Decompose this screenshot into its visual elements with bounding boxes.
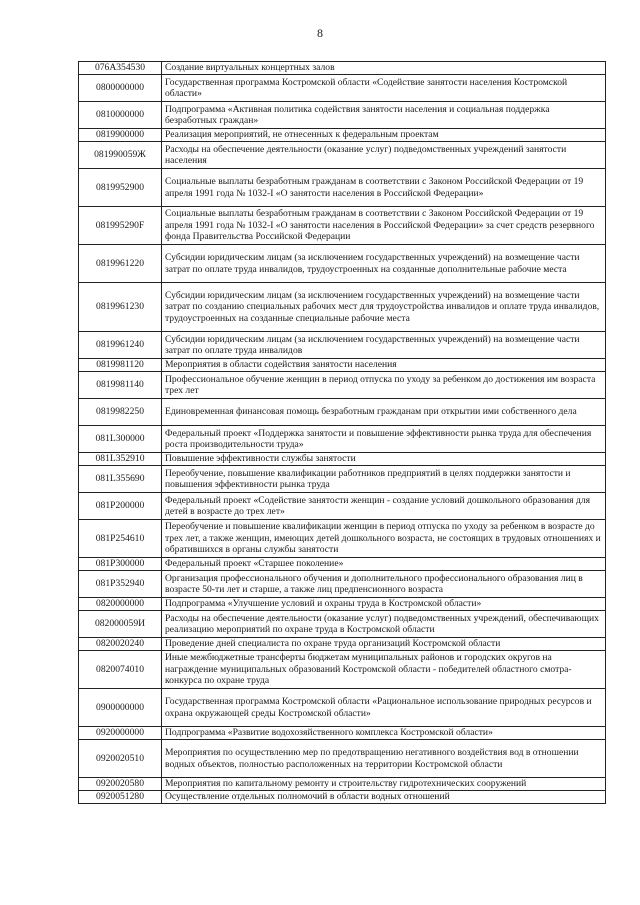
description-cell: Переобучение и повышение квалификации женщин в период отпуска по уходу за ребенком в возрасте до трех лет, а также женщин, имеющих детей дошкольного возраста, не состоящих в трудовых отношениях и обратившихся в органы службы занятости [162, 520, 606, 558]
table-row [79, 399, 606, 426]
description-cell: Реализация мероприятий, не отнесенных к федеральным проектам [162, 129, 606, 142]
table-row [79, 75, 606, 102]
table-row [79, 245, 606, 283]
description-cell: Повышение эффективности службы занятости [162, 453, 606, 466]
code-cell: 0920000000 [79, 727, 162, 740]
table-row [79, 102, 606, 129]
description-cell: Субсидии юридическим лицам (за исключением государственных учреждений) на возмещение части затрат по оплате труда инвалидов, трудоустроенных на созданные дополнительные рабочие места [162, 245, 606, 283]
description-cell: Социальные выплаты безработным гражданам в соответствии с Законом Российской Федерации от 19 апреля 1991 года № 1032-I «О занятости населения в Российской Федерации» за счет средств резервного фонда Правительства Российской Федерации [162, 207, 606, 245]
table-row [79, 638, 606, 651]
table-row [79, 283, 606, 332]
code-cell: 0920051280 [79, 791, 162, 804]
code-cell: 0820074010 [79, 651, 162, 689]
table-row [79, 558, 606, 571]
table-row [79, 791, 606, 804]
table-row [79, 740, 606, 778]
code-cell: 0810000000 [79, 102, 162, 129]
code-cell: 081P254610 [79, 520, 162, 558]
description-cell: Осуществление отдельных полномочий в области водных отношений [162, 791, 606, 804]
description-cell: Государственная программа Костромской области «Рациональное использование природных ресурсов и охрана окружающей среды Костромской области» [162, 689, 606, 727]
description-cell: Государственная программа Костромской области «Содействие занятости населения Костромской области» [162, 75, 606, 102]
code-cell: 081L355690 [79, 466, 162, 493]
code-cell: 0819961240 [79, 332, 162, 359]
description-cell: Иные межбюджетные трансферты бюджетам муниципальных районов и городских округов на награждение муниципальных образований Костромской области - победителей областного смотра-конкурса по охране труда [162, 651, 606, 689]
table-row [79, 129, 606, 142]
table-row [79, 689, 606, 727]
table-row [79, 207, 606, 245]
description-cell: Социальные выплаты безработным гражданам в соответствии с Законом Российской Федерации от 19 апреля 1991 года № 1032-I «О занятости населения в Российской Федерации» [162, 169, 606, 207]
table-row [79, 778, 606, 791]
description-cell: Проведение дней специалиста по охране труда организаций Костромской области [162, 638, 606, 651]
code-cell: 0819961230 [79, 283, 162, 332]
table-row [79, 62, 606, 75]
table-row [79, 142, 606, 169]
table-row [79, 727, 606, 740]
code-cell: 0900000000 [79, 689, 162, 727]
budget-code-table [78, 61, 606, 804]
description-cell: Федеральный проект «Содействие занятости женщин - создание условий дошкольного образования для детей в возрасте до трех лет» [162, 493, 606, 520]
description-cell: Федеральный проект «Старшее поколение» [162, 558, 606, 571]
code-cell: 076A354530 [79, 62, 162, 75]
table-row [79, 359, 606, 372]
description-cell: Мероприятия по осуществлению мер по предотвращению негативного воздействия вод в отношении водных объектов, полностью расположенных на территории Костромской области [162, 740, 606, 778]
code-cell: 081995290F [79, 207, 162, 245]
description-cell: Расходы на обеспечение деятельности (оказание услуг) подведомственных учреждений, обеспечивающих реализацию мероприятий по охране труда в Костромской области [162, 611, 606, 638]
description-cell: Федеральный проект «Поддержка занятости и повышение эффективности рынка труда для обеспечения роста производительности труда» [162, 426, 606, 453]
code-cell: 081P200000 [79, 493, 162, 520]
description-cell: Мероприятия по капитальному ремонту и строительству гидротехнических сооружений [162, 778, 606, 791]
code-cell: 0820000000 [79, 598, 162, 611]
table-row [79, 520, 606, 558]
code-cell: 0920020580 [79, 778, 162, 791]
code-cell: 081P352940 [79, 571, 162, 598]
code-cell: 0819981120 [79, 359, 162, 372]
description-cell: Субсидии юридическим лицам (за исключением государственных учреждений) на возмещение части затрат по оплате труда инвалидов [162, 332, 606, 359]
code-cell: 0819982250 [79, 399, 162, 426]
code-cell: 0819952900 [79, 169, 162, 207]
description-cell: Организация профессионального обучения и дополнительного профессионального образования лиц в возрасте 50-ти лет и старше, а также лиц предпенсионного возраста [162, 571, 606, 598]
table-row [79, 611, 606, 638]
description-cell: Создание виртуальных концертных залов [162, 62, 606, 75]
table-row [79, 332, 606, 359]
code-cell: 0800000000 [79, 75, 162, 102]
code-cell: 081990059Ж [79, 142, 162, 169]
description-cell: Расходы на обеспечение деятельности (оказание услуг) подведомственных учреждений занятости населения [162, 142, 606, 169]
table-row [79, 453, 606, 466]
code-cell: 0819900000 [79, 129, 162, 142]
description-cell: Субсидии юридическим лицам (за исключением государственных учреждений) на возмещение части затрат по созданию специальных рабочих мест для трудоустройства инвалидов и оплате труда инвалидов, трудоустроенных на созданные специальные рабочие места [162, 283, 606, 332]
page-number: 8 [317, 26, 323, 40]
table-row [79, 169, 606, 207]
table-row [79, 372, 606, 399]
description-cell: Единовременная финансовая помощь безработным гражданам при открытии ими собственного дела [162, 399, 606, 426]
code-cell: 0819981140 [79, 372, 162, 399]
table-row [79, 651, 606, 689]
code-cell: 081L352910 [79, 453, 162, 466]
code-cell: 0819961220 [79, 245, 162, 283]
code-cell: 0820020240 [79, 638, 162, 651]
code-cell: 081L300000 [79, 426, 162, 453]
table-row [79, 571, 606, 598]
table-row [79, 466, 606, 493]
table-row [79, 493, 606, 520]
table-row [79, 598, 606, 611]
table-row [79, 426, 606, 453]
code-cell: 0920020510 [79, 740, 162, 778]
code-cell: 081P300000 [79, 558, 162, 571]
code-cell: 082000059И [79, 611, 162, 638]
description-cell: Подпрограмма «Развитие водохозяйственного комплекса Костромской области» [162, 727, 606, 740]
description-cell: Переобучение, повышение квалификации работников предприятий в целях поддержки занятости и повышения эффективности рынка труда [162, 466, 606, 493]
description-cell: Профессиональное обучение женщин в период отпуска по уходу за ребенком до достижения им возраста трех лет [162, 372, 606, 399]
description-cell: Подпрограмма «Улучшение условий и охраны труда в Костромской области» [162, 598, 606, 611]
description-cell: Мероприятия в области содействия занятости населения [162, 359, 606, 372]
description-cell: Подпрограмма «Активная политика содействия занятости населения и социальная поддержка безработных граждан» [162, 102, 606, 129]
